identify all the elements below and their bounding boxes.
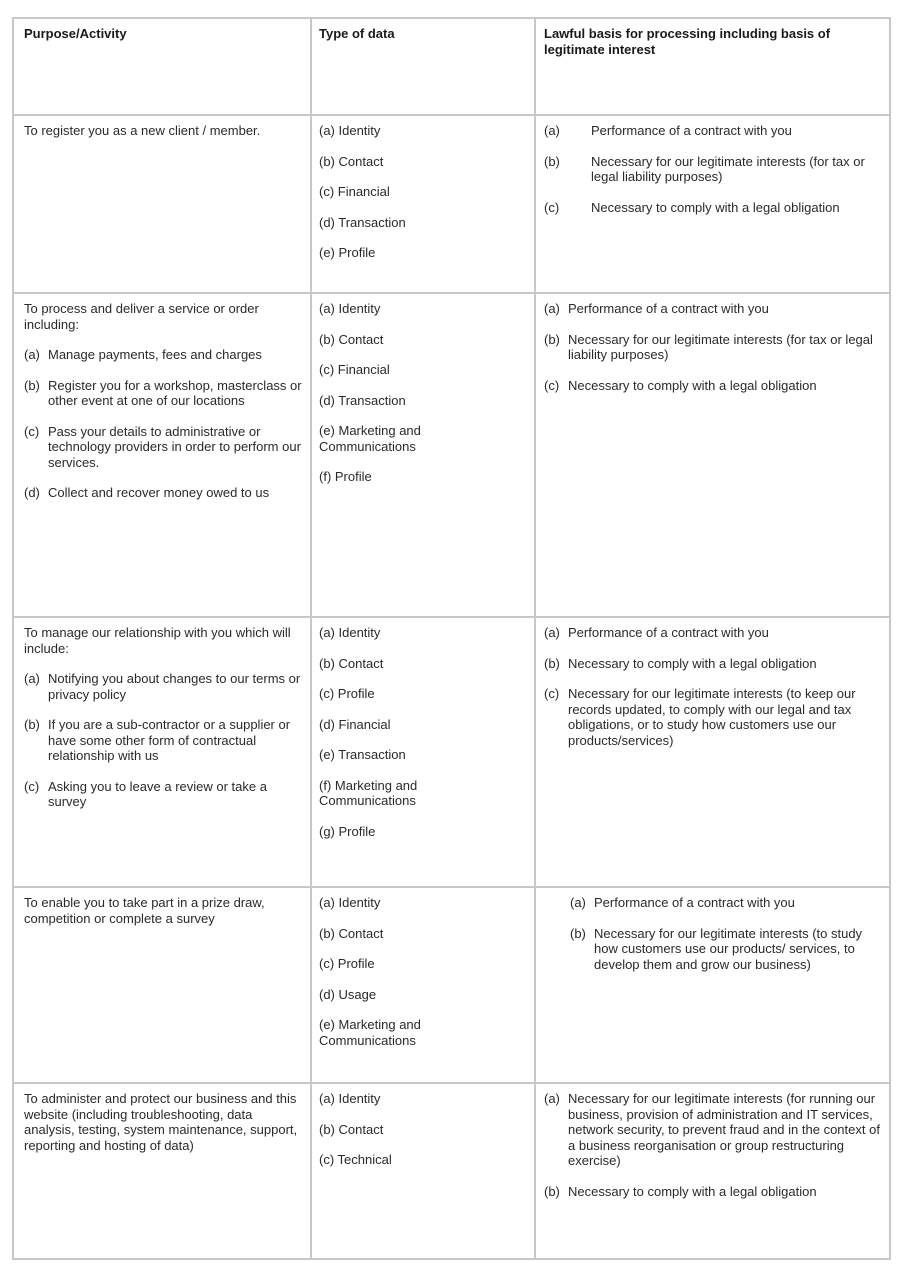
basis-item: [544, 123, 881, 139]
basis-item: [544, 301, 881, 317]
basis-item: [544, 154, 881, 185]
purpose-text: To enable you to take part in a prize draw, competition or complete a survey: [24, 895, 265, 926]
header-type-of-data: Type of data: [319, 26, 395, 41]
table-header-row: [14, 19, 889, 114]
basis-cell: [536, 116, 889, 292]
table-row: [14, 1082, 889, 1258]
purpose-cell: [14, 116, 310, 292]
data-type: (c) Financial: [319, 184, 390, 199]
basis-text: Necessary for our legitimate interests (to study how customers use our products/ services, to develop them and grow our business): [594, 925, 863, 972]
basis-cell: [536, 1084, 889, 1258]
purpose-marker: (c): [24, 778, 40, 794]
data-type: (b) Contact: [319, 655, 384, 671]
data-type: (c) Technical: [319, 1152, 392, 1167]
purpose-item: [24, 378, 302, 409]
data-type: (a) Identity: [319, 1091, 381, 1106]
basis-text: Necessary for our legitimate interests (for running our business, provision of administration and IT services, network security, to prevent fraud and in the context of a business reorganisation or group restructuring exercise): [568, 1091, 880, 1168]
data-type: (d) Transaction: [319, 392, 406, 408]
data-type: (a) Identity: [319, 301, 381, 316]
basis-marker: (a): [544, 1091, 560, 1106]
basis-text: Necessary for our legitimate interests (for tax or legal liability purposes): [591, 153, 865, 184]
purpose-item-text: Asking you to leave a review or take a survey: [48, 778, 267, 809]
basis-marker: (b): [544, 655, 560, 671]
basis-item: [544, 686, 881, 748]
data-type: (d) Financial: [319, 716, 391, 732]
basis-text: Necessary to comply with a legal obligation: [568, 1183, 817, 1199]
basis-marker: (b): [544, 1183, 560, 1199]
purpose-item-text: Register you for a workshop, masterclass or other event at one of our locations: [48, 377, 302, 408]
purpose-text: To manage our relationship with you which will include:: [24, 625, 291, 656]
purpose-item: [24, 485, 302, 501]
table-row: [14, 886, 889, 1082]
purpose-marker: (b): [24, 717, 40, 732]
data-type: (e) Marketing and Communications: [319, 423, 421, 454]
basis-marker: (b): [544, 331, 560, 347]
purpose-marker: (c): [24, 423, 40, 439]
data-type: (b) Contact: [319, 1121, 384, 1137]
basis-marker: (c): [544, 686, 560, 701]
basis-text: Performance of a contract with you: [594, 895, 795, 910]
basis-item: [544, 625, 881, 641]
basis-marker: (a): [544, 123, 560, 138]
type-cell: [312, 116, 534, 292]
purpose-item: [24, 779, 302, 810]
data-type: (b) Contact: [319, 153, 384, 169]
purpose-cell: [14, 888, 310, 1082]
header-lawful-basis: Lawful basis for processing including basis of legitimate interest: [544, 26, 831, 57]
type-cell: [312, 294, 534, 616]
basis-marker: (c): [544, 377, 560, 393]
data-type: (b) Contact: [319, 925, 384, 941]
basis-item: [544, 1184, 881, 1200]
basis-item: [544, 378, 881, 394]
data-type: (a) Identity: [319, 123, 381, 138]
table-row: [14, 616, 889, 886]
purpose-marker: (d): [24, 485, 40, 500]
purpose-item: [24, 717, 302, 764]
purpose-text: To register you as a new client / member.: [24, 123, 261, 138]
basis-item: [570, 926, 881, 973]
basis-text: Necessary for our legitimate interests (for tax or legal liability purposes): [568, 331, 873, 362]
purpose-text: To process and deliver a service or order including:: [24, 301, 259, 332]
data-type: (a) Identity: [319, 625, 381, 640]
basis-text: Necessary to comply with a legal obligation: [568, 655, 817, 671]
basis-text: Necessary to comply with a legal obligation: [591, 199, 840, 215]
purpose-marker: (b): [24, 377, 40, 393]
basis-item: [544, 332, 881, 363]
type-cell: [312, 618, 534, 886]
basis-item: [544, 200, 881, 216]
type-cell: [312, 1084, 534, 1258]
basis-marker: (b): [544, 153, 560, 169]
basis-marker: (a): [570, 895, 586, 910]
purpose-cell: [14, 1084, 310, 1258]
data-type: (f) Profile: [319, 469, 372, 484]
basis-item: [544, 656, 881, 672]
purpose-item-text: Pass your details to administrative or technology providers in order to perform our services.: [48, 423, 301, 470]
table-row: [14, 292, 889, 616]
data-type: (c) Financial: [319, 362, 390, 377]
purpose-marker: (a): [24, 347, 40, 362]
basis-cell: [536, 888, 889, 1082]
basis-marker: (c): [544, 199, 560, 215]
data-type: (d) Usage: [319, 986, 377, 1002]
basis-text: Performance of a contract with you: [568, 625, 769, 640]
data-type: (c) Profile: [319, 686, 375, 701]
type-cell: [312, 888, 534, 1082]
basis-text: Performance of a contract with you: [591, 123, 792, 138]
data-type: (a) Identity: [319, 895, 381, 910]
data-type: (f) Marketing and Communications: [319, 777, 418, 808]
purpose-marker: (a): [24, 671, 40, 686]
data-type: (e) Profile: [319, 245, 376, 260]
basis-marker: (a): [544, 301, 560, 316]
basis-text: Necessary to comply with a legal obligation: [568, 377, 817, 393]
purpose-cell: [14, 618, 310, 886]
purpose-item: [24, 347, 302, 363]
purpose-item-text: Manage payments, fees and charges: [48, 347, 262, 362]
purpose-item-text: Collect and recover money owed to us: [48, 485, 270, 500]
lawful-basis-table: [12, 17, 891, 1260]
purpose-text: To administer and protect our business and this website (including troubleshooting, data analysis, testing, system maintenance, support, reporting and hosting of data): [24, 1091, 298, 1153]
header-purpose: Purpose/Activity: [24, 26, 127, 41]
data-type: (e) Transaction: [319, 747, 406, 762]
basis-marker: (a): [544, 625, 560, 640]
basis-text: Necessary for our legitimate interests (to keep our records updated, to comply with our legal and tax obligations, or to study how customers use our products/services): [568, 686, 856, 748]
basis-cell: [536, 294, 889, 616]
purpose-cell: [14, 294, 310, 616]
data-type: (d) Transaction: [319, 214, 406, 230]
data-type: (e) Marketing and Communications: [319, 1017, 421, 1048]
data-type: (g) Profile: [319, 823, 376, 839]
purpose-item-text: If you are a sub-contractor or a supplier or have some other form of contractual relationship with us: [48, 717, 291, 763]
table-row: [14, 114, 889, 292]
purpose-item: [24, 424, 302, 471]
purpose-item: [24, 671, 302, 702]
purpose-item-text: Notifying you about changes to our terms or privacy policy: [48, 671, 301, 702]
basis-cell: [536, 618, 889, 886]
basis-item: [544, 1091, 881, 1169]
basis-text: Performance of a contract with you: [568, 301, 769, 316]
basis-marker: (b): [570, 925, 586, 941]
data-type: (b) Contact: [319, 331, 384, 347]
basis-item: [570, 895, 881, 911]
data-type: (c) Profile: [319, 956, 375, 971]
